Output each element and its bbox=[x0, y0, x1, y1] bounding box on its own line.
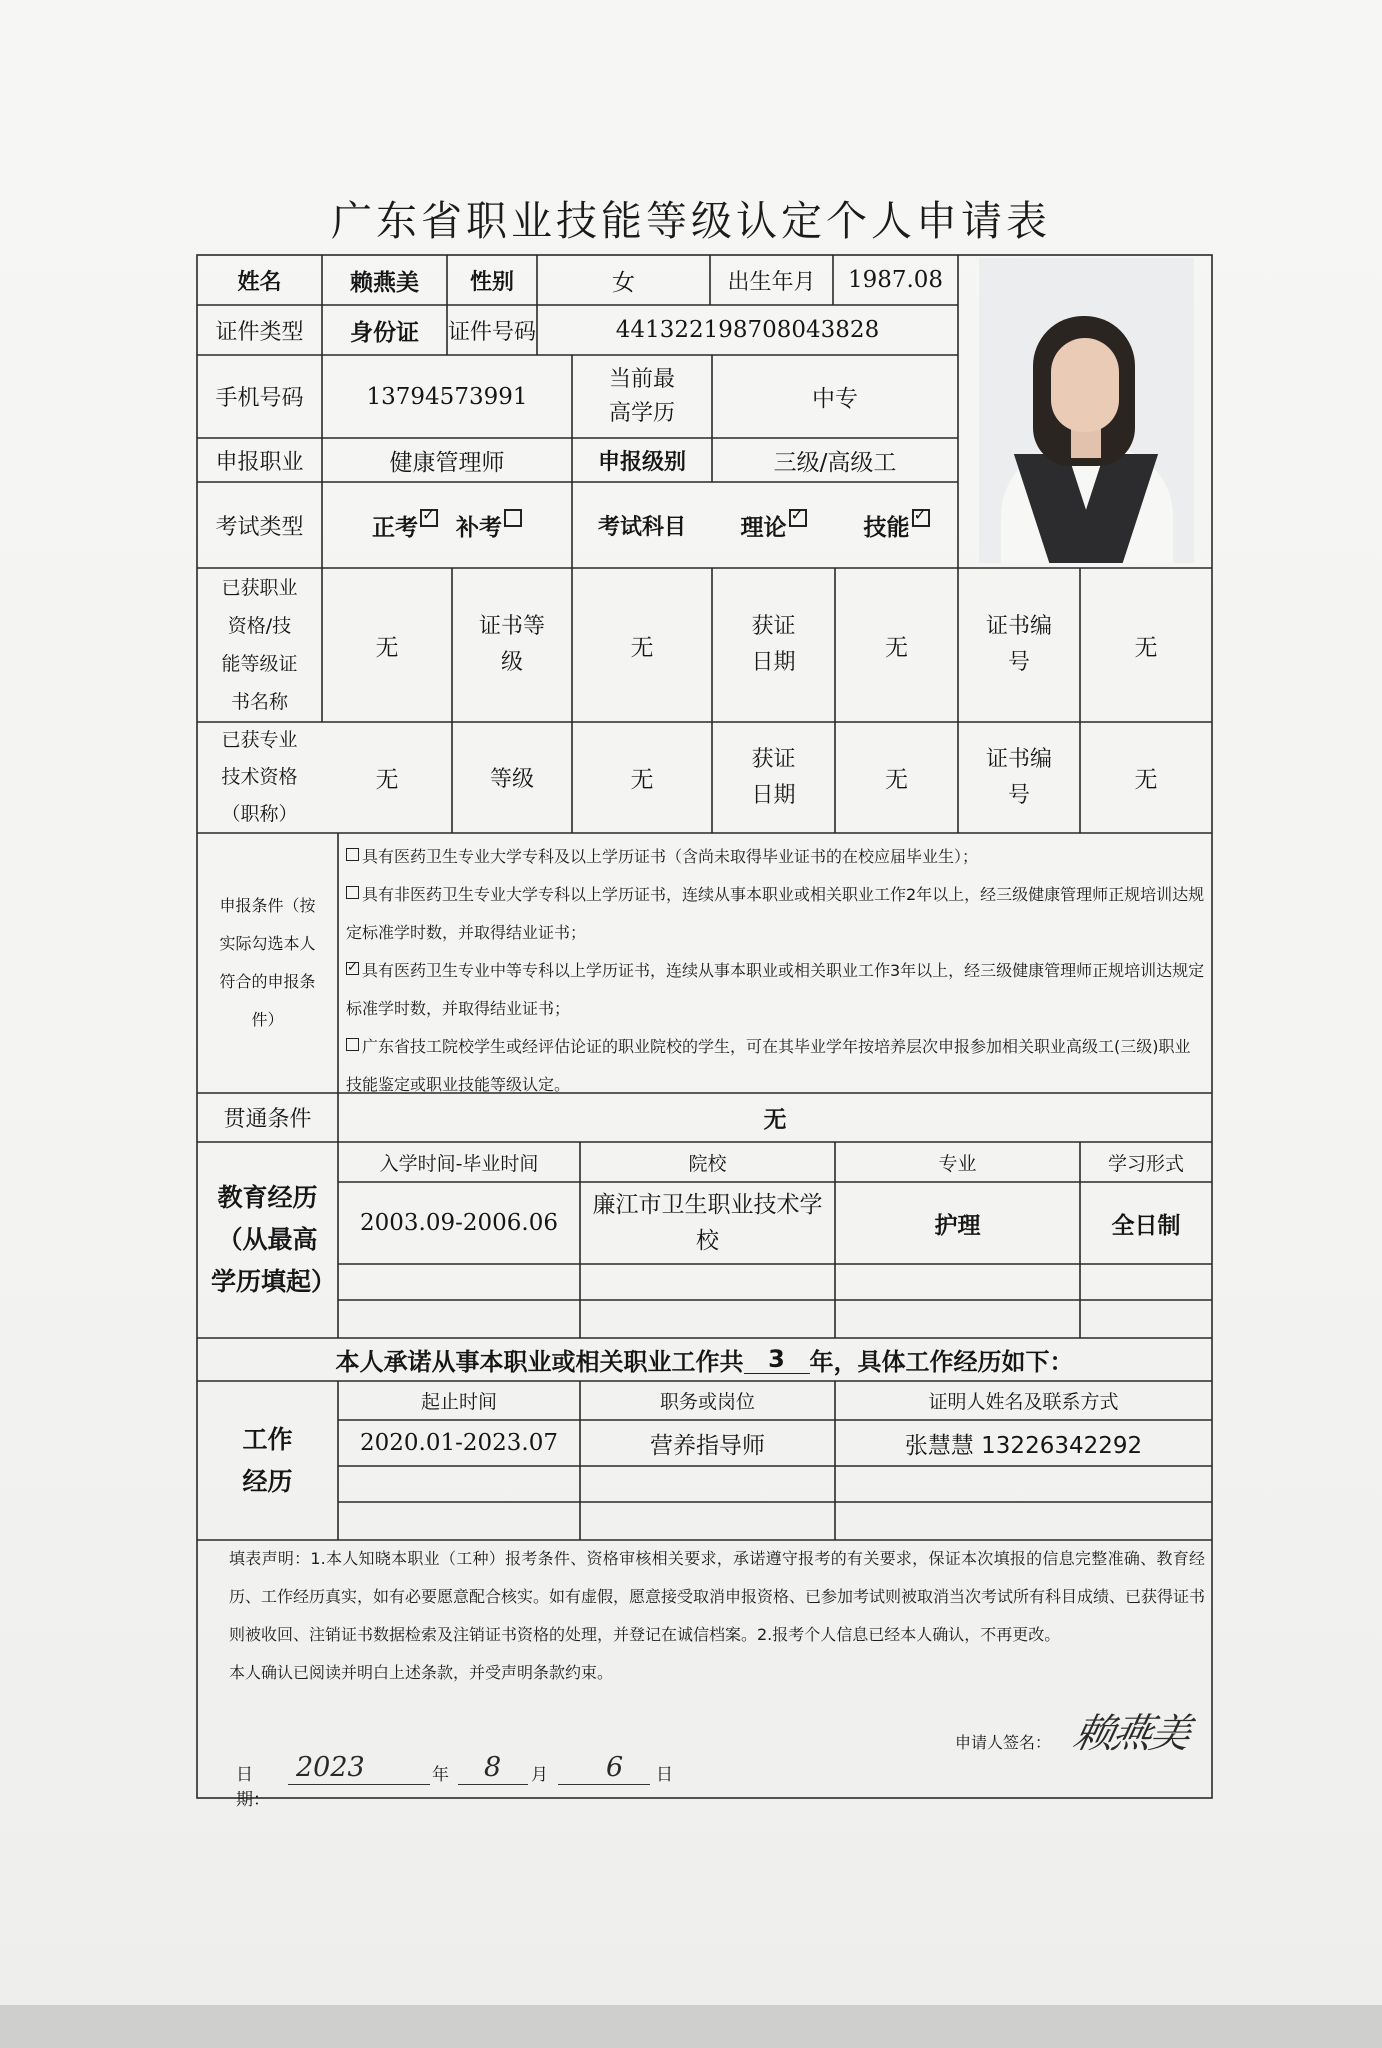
birth-label: 出生年月 bbox=[727, 269, 816, 295]
declaration-text: 填表声明：1.本人知晓本职业（工种）报考条件、资格审核相关要求，承诺遵守报考的有关要求，保证本次填报的信息完整准确、教育经历、工作经历真实，如有必要愿意配合核实。如有虚假，愿意接受取消申报资格、已参加考试则被取消当次考试所有科目成绩、已获得证书则被收回、注销证书数据检索及注销证书资格的处理，并登记在诚信档案。2.报考个人信息已经本人确认，不再更改。 bbox=[229, 1549, 1206, 1644]
tech-title-label: 已获专业技术资格（职称） bbox=[221, 729, 298, 825]
date-month: 8 bbox=[484, 1752, 502, 1783]
edu-header-period: 入学时间-毕业时间 bbox=[379, 1152, 539, 1175]
tech-no-value: 无 bbox=[1134, 767, 1158, 793]
condition-item[interactable]: 具有医药卫生专业大学专科及以上学历证书（含尚未取得毕业证书的在校应届毕业生）； bbox=[346, 838, 1206, 876]
level-value: 三级/高级工 bbox=[773, 449, 897, 476]
phone-label: 手机号码 bbox=[215, 386, 304, 411]
id-no-label: 证件号码 bbox=[447, 319, 536, 345]
through-value: 无 bbox=[763, 1107, 787, 1133]
tech-grade-label: 等级 bbox=[489, 767, 534, 792]
date-label: 日期： bbox=[236, 1765, 270, 1810]
checkbox-icon[interactable] bbox=[346, 848, 359, 861]
tech-date-label: 获证日期 bbox=[751, 746, 796, 808]
occupation-label: 申报职业 bbox=[215, 449, 304, 475]
vocational-cert-label: 已获职业资格/技能等级证书名称 bbox=[221, 577, 298, 713]
exam-subject-skill[interactable]: 技能✓ bbox=[864, 509, 930, 542]
condition-item[interactable]: 具有非医药卫生专业大学专科以上学历证书，连续从事本职业或相关职业工作2年以上，经三级健康管理师正规培训达规定标准学时数，并取得结业证书； bbox=[346, 885, 1205, 942]
checkbox-icon[interactable] bbox=[346, 962, 359, 975]
exam-subject-label: 考试科目 bbox=[597, 514, 686, 540]
exam-subject-theory[interactable]: 理论✓ bbox=[741, 509, 807, 542]
level-label: 申报级别 bbox=[597, 449, 686, 475]
exam-type-regular[interactable]: 正考✓ bbox=[372, 509, 438, 542]
exam-type-label: 考试类型 bbox=[215, 514, 304, 540]
signature-label: 申请人签名： bbox=[955, 1733, 1052, 1752]
condition-item[interactable]: 广东省技工院校学生或经评估论证的职业院校的学生，可在其毕业学年按培养层次申报参加相关职业高级工(三级)职业技能鉴定或职业技能等级认定。 bbox=[346, 1037, 1191, 1094]
checkbox-icon[interactable] bbox=[346, 886, 359, 899]
checkbox-icon[interactable] bbox=[789, 509, 807, 527]
exam-subject-options bbox=[712, 482, 958, 568]
name-label: 姓名 bbox=[237, 269, 282, 295]
date-day: 6 bbox=[606, 1752, 624, 1783]
work-reference: 张慧慧 13226342292 bbox=[904, 1432, 1143, 1459]
birth-value: 1987.08 bbox=[847, 267, 944, 293]
edu-header-school: 院校 bbox=[688, 1152, 727, 1175]
gender-label: 性别 bbox=[469, 269, 514, 295]
cert-date-value: 无 bbox=[885, 634, 908, 661]
id-type-value: 身份证 bbox=[350, 319, 419, 346]
applicant-photo bbox=[979, 258, 1194, 563]
cert-date-label: 获证日期 bbox=[751, 614, 796, 675]
work-promise: 本人承诺从事本职业或相关职业工作共 3 年，具体工作经历如下： bbox=[335, 1345, 1074, 1376]
edu-header-major: 专业 bbox=[938, 1152, 977, 1175]
work-label: 工作经历 bbox=[242, 1424, 293, 1496]
education-label: 教育经历（从最高学历填起） bbox=[211, 1183, 337, 1296]
declaration bbox=[229, 1540, 1205, 1692]
checkbox-icon[interactable] bbox=[420, 509, 438, 527]
tech-no-label: 证书编号 bbox=[986, 746, 1053, 808]
exam-type-makeup[interactable]: 补考 bbox=[456, 509, 522, 542]
work-header-period: 起止时间 bbox=[420, 1391, 497, 1413]
checkbox-icon[interactable] bbox=[912, 509, 930, 527]
id-no-value: 441322198708043828 bbox=[615, 317, 880, 343]
date-year: 2023 bbox=[296, 1752, 365, 1783]
tech-title-value: 无 bbox=[375, 767, 399, 793]
edu-period: 2003.09-2006.06 bbox=[360, 1210, 558, 1236]
gender-value: 女 bbox=[612, 269, 635, 296]
edu-value: 中专 bbox=[812, 386, 858, 412]
applicant-signature: 赖燕美 bbox=[1069, 1711, 1194, 1757]
id-type-label: 证件类型 bbox=[215, 319, 304, 345]
edu-header-mode: 学习形式 bbox=[1107, 1152, 1184, 1175]
paper-sheet: 广东省职业技能等级认定个人申请表 姓名 赖燕美 性别 女 出生年月 1987.08 证件类型 身份证 证件号码 441322198708043828 手机号码 13794573991 当前最高学历 中专 申报职业 健康管理师 申报级别 三级/高级工 考试类型 正考✓ 补考 考试科目 理论✓ 技能✓ 已获职业资格/技能等级证书名称 无 证书等级 无 获证日期 无 证书编号 无 已获专业技术资格（职称） 无 等级 无 获证日期 无 证书编号 无 申报条件（按实际勾选本人符合的申报条件） 具有医药卫生专业大学专科及以上学历证书（含尚未取得毕业证书的在校应届毕业生）； 具有非医药卫生专业大学专科以上学历证书，连续从事本职业或相关职业工作2年以上，经三级健康管理师正规培训达规定标准学时数，并取得结业证书； ✓具有医药卫生专业中等专科以上学历证书，连续从事本职业或相关职业工作3年以上，经三级健康管理师正规培训达规定标准学时数，并取得结业证书； 广东省技工院校学生或经评估论证的职业院校的学生，可在其毕业学年按培养层次申报参加相关职业高级工(三级)职业技能鉴定或职业技能等级认定。 贯通条件 无 教育经历（从最高学历填起） 入学时间-毕业时间 院校 专业 学习形式 2003.09-2006.06 廉江市卫生职业技术学校 护理 全日制 本人承诺从事本职业或相关职业工作共 3 年，具体工作经历如下： 工作经历 起止时间 职务或岗位 证明人姓名及联系方式 2020.01-2023.07 营养指导师 张慧慧 13226342292 填表声明：1.本人知晓本职业（工种）报考条件、资格审核相关要求，承诺遵守报考的有关要求，保证本次填报的信息完整准确、教育经历、工作经历真实，如有必要愿意配合核实。如有虚假，愿意接受取消申报资格、已参加考试则被取消当次考试所有科目成绩、已获得证书则被收回、注销证书数据检索及注销证书资格的处理，并登记在诚信档案。2.报考个人信息已经本人确认，不再更改。 本人确认已阅读并明白上述条款，并受声明条款约束。 申请人签名： 赖燕美 日期： 2023 年 8 月 6 日 bbox=[0, 0, 1382, 2048]
edu-school: 廉江市卫生职业技术学校 bbox=[592, 1192, 823, 1254]
through-label: 贯通条件 bbox=[223, 1107, 312, 1132]
condition-item[interactable]: ✓具有医药卫生专业中等专科以上学历证书，连续从事本职业或相关职业工作3年以上，经三级健康管理师正规培训达规定标准学时数，并取得结业证书； bbox=[346, 952, 1206, 1028]
edu-label: 当前最高学历 bbox=[608, 366, 675, 426]
form-title: 广东省职业技能等级认定个人申请表 bbox=[331, 197, 1051, 245]
edu-major: 护理 bbox=[934, 1212, 981, 1239]
vocational-cert-value: 无 bbox=[375, 634, 399, 661]
declaration-confirm: 本人确认已阅读并明白上述条款，并受声明条款约束。 bbox=[229, 1663, 614, 1682]
phone-value: 13794573991 bbox=[366, 383, 528, 410]
cert-grade-value: 无 bbox=[630, 634, 654, 661]
tech-date-value: 无 bbox=[885, 767, 908, 793]
cert-grade-label: 证书等级 bbox=[478, 614, 545, 675]
work-header-position: 职务或岗位 bbox=[659, 1391, 755, 1413]
name-value: 赖燕美 bbox=[350, 269, 419, 296]
work-period: 2020.01-2023.07 bbox=[360, 1430, 558, 1456]
work-header-reference: 证明人姓名及联系方式 bbox=[928, 1391, 1119, 1413]
tech-grade-value: 无 bbox=[630, 767, 654, 793]
edu-mode: 全日制 bbox=[1111, 1212, 1181, 1239]
promise-years: 3 bbox=[744, 1345, 810, 1374]
work-position: 营养指导师 bbox=[650, 1432, 765, 1459]
conditions-list bbox=[346, 838, 1206, 1104]
checkbox-icon[interactable] bbox=[504, 509, 522, 527]
exam-type-options bbox=[322, 482, 572, 568]
cert-no-label: 证书编号 bbox=[986, 614, 1053, 675]
checkbox-icon[interactable] bbox=[346, 1038, 359, 1051]
conditions-label: 申报条件（按实际勾选本人符合的申报条件） bbox=[219, 896, 316, 1029]
cert-no-value: 无 bbox=[1134, 634, 1158, 661]
occupation-value: 健康管理师 bbox=[389, 449, 505, 476]
